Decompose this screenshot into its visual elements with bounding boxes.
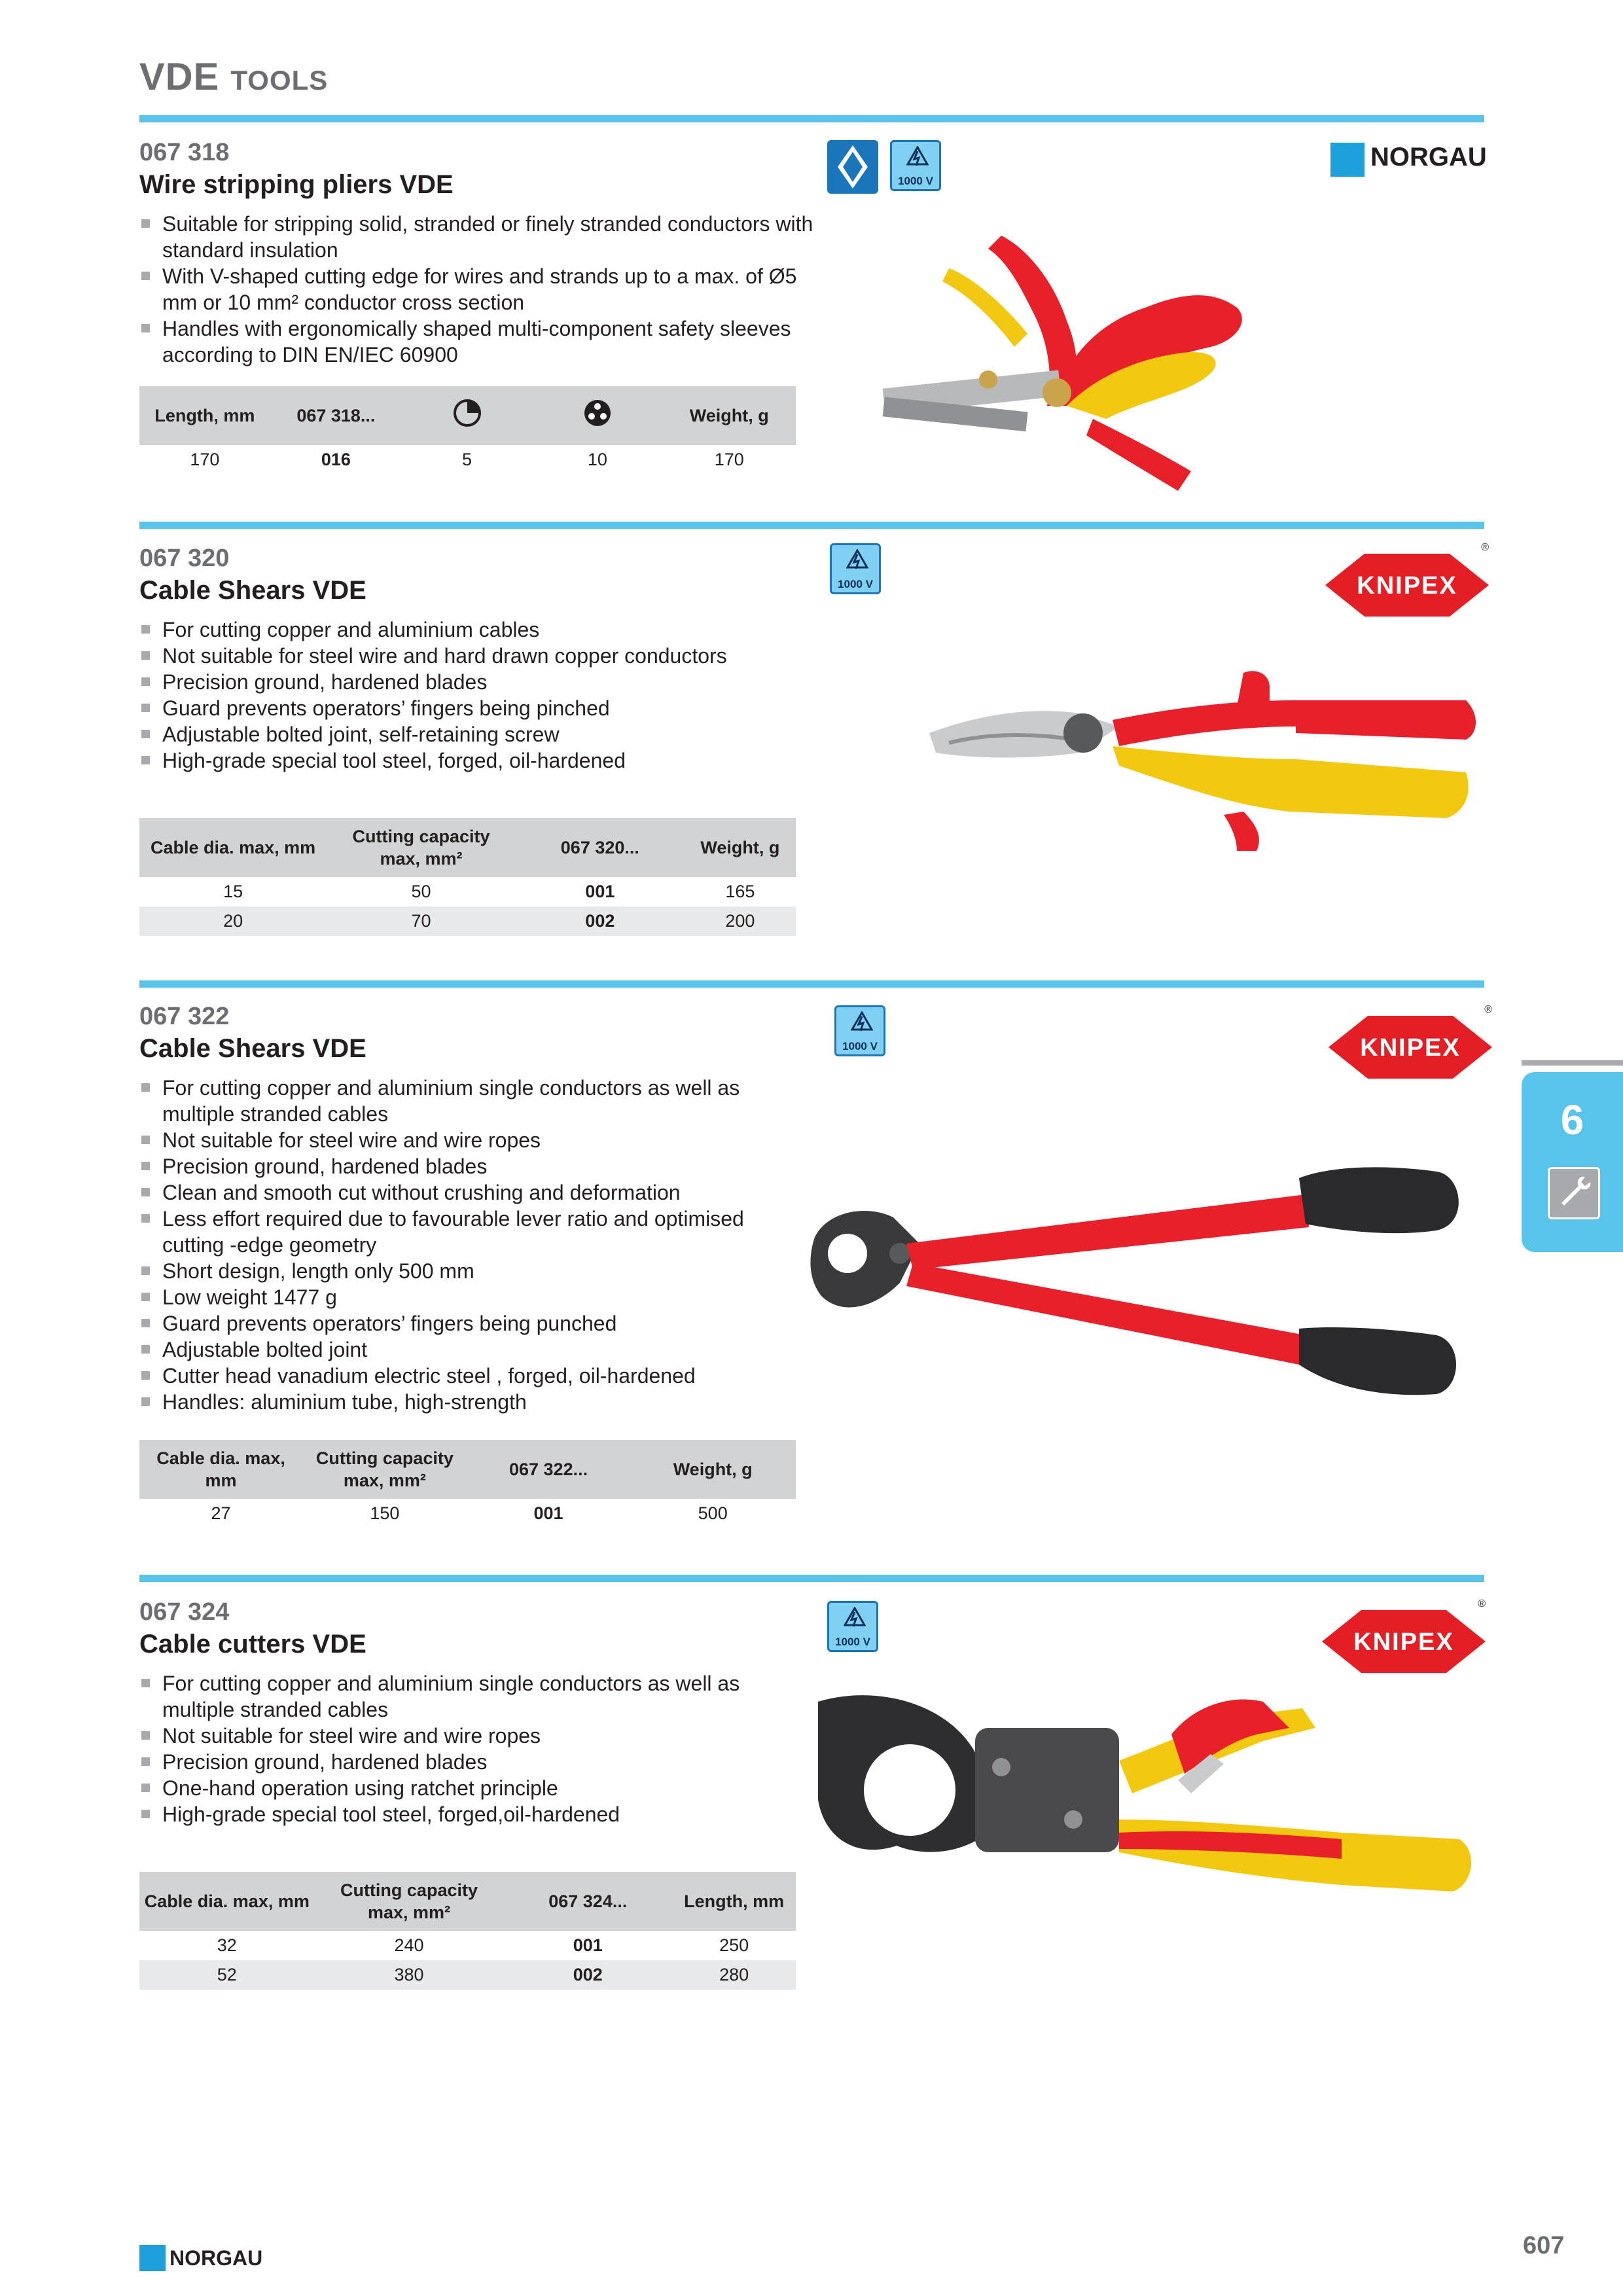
- feature-item: Not suitable for steel wire and hard drawn copper conductors: [139, 643, 833, 669]
- feature-item: Cutter head vanadium electric steel , forged, oil-hardened: [139, 1363, 768, 1389]
- chapter-tab-line: [1522, 1060, 1623, 1066]
- voltage-triangle-icon: [830, 543, 881, 594]
- feature-item: Not suitable for steel wire and wire ropes: [139, 1723, 768, 1749]
- feature-item: Low weight 1477 g: [139, 1284, 768, 1310]
- table-row: [139, 1499, 796, 1528]
- registered-mark: ®: [1481, 542, 1489, 553]
- column-header: Weight, g: [630, 1440, 796, 1499]
- product-code: 067 318: [139, 139, 230, 166]
- knipex-logo-text: KNIPEX: [1357, 572, 1457, 600]
- solid-conductor-icon: [402, 386, 532, 445]
- registered-mark: ®: [1478, 1598, 1486, 1609]
- table-cell: 20: [139, 906, 327, 936]
- wrench-icon: [1548, 1167, 1600, 1219]
- section-subtitle: TOOLS: [230, 65, 329, 96]
- table-cell: 15: [223, 882, 243, 901]
- table-cell: 52: [139, 1960, 315, 1990]
- feature-item: Suitable for stripping solid, stranded or finely stranded conductors with standard insulation: [139, 211, 833, 263]
- voltage-triangle-icon: [834, 1005, 885, 1056]
- feature-item: Precision ground, hardened blades: [139, 1749, 768, 1775]
- column-header: Cable dia. max, mm: [139, 1872, 315, 1931]
- section-divider: [139, 522, 1484, 529]
- spec-table: [139, 1440, 796, 1528]
- spec-table: [139, 818, 796, 936]
- column-header: Cable dia. max, mm: [139, 1440, 302, 1499]
- table-row: [139, 445, 796, 475]
- chapter-tab[interactable]: [1522, 1072, 1623, 1252]
- table-cell: 001: [533, 1503, 563, 1523]
- feature-item: Short design, length only 500 mm: [139, 1258, 768, 1284]
- chapter-number: 6: [1560, 1096, 1584, 1143]
- table-cell: 170: [714, 450, 744, 469]
- section-title: VDE: [139, 56, 220, 98]
- voltage-label: 1000 V: [838, 578, 873, 590]
- product-title: Wire stripping pliers VDE: [139, 170, 454, 199]
- voltage-triangle-icon: [827, 1601, 878, 1652]
- voltage-label: 1000 V: [898, 175, 933, 187]
- table-cell: 10: [587, 450, 607, 469]
- section-divider: [139, 980, 1484, 988]
- norgau-logo-text: NORGAU: [169, 2246, 263, 2270]
- table-cell: 002: [516, 906, 685, 936]
- table-cell: 380: [315, 1960, 504, 1990]
- cable-shears-image: [929, 661, 1479, 857]
- table-cell: 50: [411, 882, 431, 901]
- feature-item: Adjustable bolted joint: [139, 1336, 768, 1363]
- column-header: 067 324...: [503, 1872, 672, 1931]
- table-cell: 27: [211, 1503, 231, 1523]
- feature-item: Adjustable bolted joint, self-retaining screw: [139, 721, 833, 747]
- page-title: [139, 55, 328, 99]
- feature-item: Precision ground, hardened blades: [139, 669, 833, 695]
- table-cell: 250: [719, 1935, 749, 1955]
- table-row: [139, 1931, 796, 1960]
- section-divider: [139, 115, 1484, 122]
- feature-item: Handles with ergonomically shaped multi-component safety sleeves according to DIN EN/IEC 60900: [139, 315, 833, 368]
- product-title: Cable Shears VDE: [139, 1034, 366, 1063]
- table-cell: 240: [394, 1935, 424, 1955]
- column-header: Cable dia. max, mm: [139, 818, 327, 877]
- column-header: 067 322...: [467, 1440, 630, 1499]
- insulated-diamond-icon: [827, 140, 878, 194]
- column-header: Length, mm: [139, 386, 270, 445]
- page-number: 607: [1523, 2232, 1565, 2259]
- column-header: Weight, g: [685, 818, 796, 877]
- table-cell: 500: [698, 1503, 728, 1523]
- long-cable-shears-image: [802, 1139, 1482, 1414]
- column-header: Cutting capacity max, mm²: [315, 1872, 504, 1931]
- table-cell: 32: [217, 1935, 237, 1955]
- column-header: Weight, g: [662, 386, 796, 445]
- table-cell: 280: [672, 1960, 796, 1990]
- feature-list: [139, 617, 833, 774]
- table-cell: 170: [190, 450, 220, 469]
- voltage-label: 1000 V: [835, 1636, 870, 1648]
- knipex-logo: [1322, 1598, 1486, 1681]
- feature-item: Handles: aluminium tube, high-strength: [139, 1389, 768, 1415]
- feature-item: High-grade special tool steel, forged,oil-hardened: [139, 1801, 768, 1827]
- feature-item: Less effort required due to favourable lever ratio and optimised cutting -edge geometry: [139, 1206, 768, 1258]
- norgau-logo-square: [139, 2245, 166, 2271]
- ratchet-cable-cutters-image: [805, 1689, 1486, 1911]
- norgau-logo-square: [1330, 143, 1364, 177]
- feature-item: For cutting copper and aluminium single conductors as well as multiple stranded cables: [139, 1670, 768, 1723]
- feature-item: For cutting copper and aluminium single conductors as well as multiple stranded cables: [139, 1075, 768, 1127]
- feature-item: Precision ground, hardened blades: [139, 1153, 768, 1179]
- norgau-logo-text: NORGAU: [1370, 143, 1487, 171]
- product-code: 067 322: [139, 1003, 230, 1030]
- stranded-conductor-icon: [532, 386, 662, 445]
- knipex-logo-text: KNIPEX: [1353, 1628, 1454, 1656]
- table-cell: 200: [685, 906, 796, 936]
- feature-item: For cutting copper and aluminium cables: [139, 617, 833, 643]
- table-cell: 165: [725, 882, 755, 901]
- knipex-logo: [1325, 542, 1489, 624]
- table-cell: 016: [321, 450, 351, 469]
- table-cell: 5: [462, 450, 473, 469]
- wire-stripping-pliers-image: [870, 209, 1329, 497]
- product-code: 067 324: [139, 1598, 230, 1626]
- column-header: 067 318...: [270, 386, 402, 445]
- feature-item: High-grade special tool steel, forged, oil-hardened: [139, 747, 833, 774]
- feature-item: One-hand operation using ratchet principle: [139, 1775, 768, 1801]
- product-code: 067 320: [139, 545, 230, 572]
- table-cell: 002: [503, 1960, 672, 1990]
- feature-list: [139, 1075, 768, 1415]
- product-title: Cable Shears VDE: [139, 576, 366, 605]
- spec-table: [139, 1872, 796, 1990]
- product-title: Cable cutters VDE: [139, 1630, 366, 1659]
- table-row: [139, 906, 796, 936]
- feature-item: Not suitable for steel wire and wire ropes: [139, 1127, 768, 1153]
- spec-table: [139, 386, 796, 475]
- table-row: [139, 877, 796, 906]
- knipex-logo: [1329, 1004, 1492, 1086]
- voltage-triangle-icon: [890, 140, 941, 191]
- column-header: Cutting capacity max, mm²: [302, 1440, 467, 1499]
- registered-mark: ®: [1484, 1004, 1492, 1015]
- table-cell: 70: [327, 906, 516, 936]
- feature-item: Clean and smooth cut without crushing and deformation: [139, 1179, 768, 1206]
- column-header: 067 320...: [516, 818, 685, 877]
- table-cell: 001: [573, 1935, 603, 1955]
- voltage-label: 1000 V: [842, 1040, 878, 1052]
- feature-list: [139, 211, 833, 368]
- feature-list: [139, 1670, 768, 1827]
- table-row: [139, 1960, 796, 1990]
- feature-item: Guard prevents operators’ fingers being punched: [139, 1310, 768, 1336]
- section-divider: [139, 1575, 1484, 1582]
- table-cell: 001: [585, 882, 615, 901]
- feature-item: With V-shaped cutting edge for wires and strands up to a max. of Ø5 mm or 10 mm² conductor cross section: [139, 263, 833, 315]
- column-header: Cutting capacity max, mm²: [327, 818, 516, 877]
- knipex-logo-text: KNIPEX: [1360, 1034, 1461, 1062]
- column-header: Length, mm: [672, 1872, 796, 1931]
- feature-item: Guard prevents operators’ fingers being pinched: [139, 695, 833, 721]
- table-cell: 150: [370, 1503, 400, 1523]
